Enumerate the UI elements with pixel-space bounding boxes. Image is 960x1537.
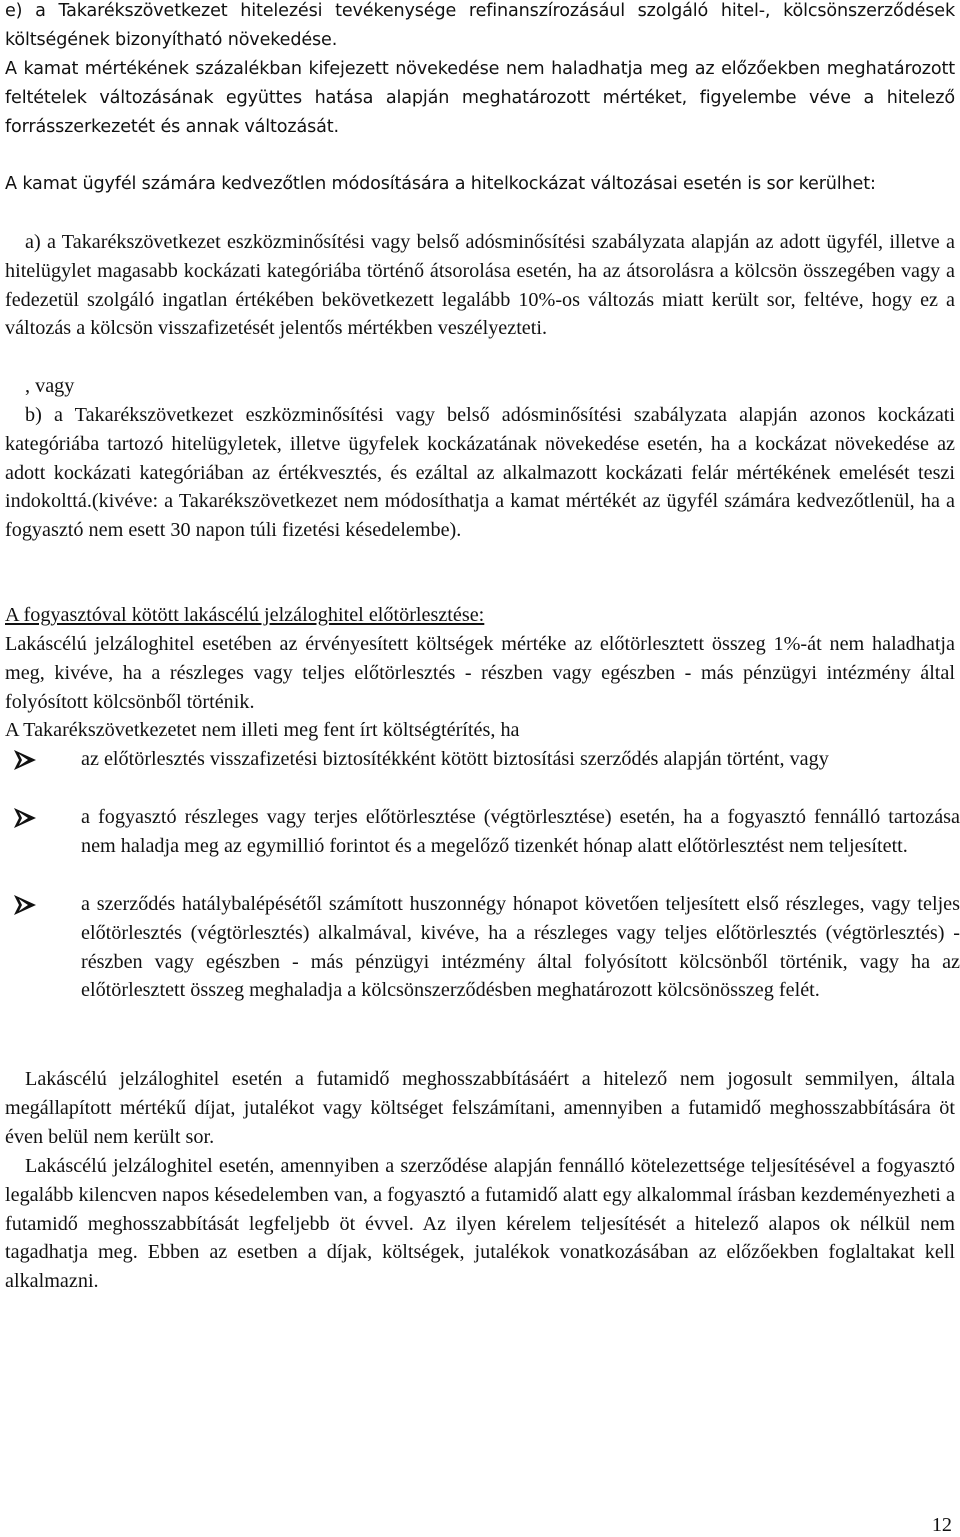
item-a-text: a) a Takarékszövetkezet eszközminősítési vagy belső adósminősítési szabályzata alapján az adott ügyfél, illetve a hitelügylet magasabb kockázati kategóriába történő átsorolása esetén, ha az átsorolásra a kölcsön összegében vagy a fedezetül szolgáló ingatlan értékében bekövetkezett legalább 10%-os változás miatt került sor, feltéve, hogy ez a változás a kölcsön visszafizetését jelentős mértékben veszélyezteti.: [5, 231, 955, 340]
list-item-text: a fogyasztó részleges vagy terjes előtörlesztése (végtörlesztése) esetén, ha a fogyasztó fennálló tartozása nem haladja meg az egymillió forintot és a megelőző tizenkét hónap alatt előtörlesztést nem teljesített.: [81, 806, 960, 857]
term-extension-request-paragraph: Lakáscélú jelzáloghitel esetén, amennyiben a szerződése alapján fennálló kötelezettsége teljesítésével a fogyasztó legalább kilencven napos késedelemben van, a fogyasztó a futamidő alatt egy alkalommal írásban kezdeményezheti a futamidő meghosszabbítását legfeljebb öt évvel. Az ilyen kérelem teljesítését a hitelező alapos ok nélkül nem tagadhatja meg. Ebben az esetben a díjak, költségek, jutalékok vonatkozásában az előzőekben foglaltakat kell alkalmazni.: [5, 1155, 955, 1293]
list-item-text: a szerződés hatálybalépésétől számított huszonnégy hónapot követően teljesített első részleges, vagy teljes előtörlesztés (végtörlesztés) alkalmával, kivéve, ha a részleges vagy teljes előtörlesztés (végtörlesztés) - részben vagy egészben - más pénzügyi intézmény által folyósított kölcsönből történik, vagy ha az előtörlesztett összeg meghaladja a kölcsönszerződésben meghatározott kölcsönösszeg felét.: [81, 893, 960, 1002]
prepayment-heading-text: A fogyasztóval kötött lakáscélú jelzáloghitel előtörlesztése:: [5, 604, 485, 626]
item-e-text: e) a Takarékszövetkezet hitelezési tevékenysége refinanszírozásául szolgáló hitel-, kölcsönszerződések költségének bizonyítható növekedése.: [5, 1, 955, 50]
risk-change-intro: A kamat ügyfél számára kedvezőtlen módosítására a hitelkockázat változásai esetén is sor kerülhet:: [5, 174, 876, 194]
prepayment-heading: [5, 601, 955, 630]
or-connector-text: , vagy: [25, 375, 75, 397]
list-item-text: az előtörlesztés visszafizetési biztosítékként kötött biztosítási szerződés alapján történt, vagy: [81, 748, 829, 770]
arrow-bullet-icon: [14, 808, 36, 828]
interest-increase-paragraph: A kamat mértékének százalékban kifejezett növekedése nem haladhatja meg az előzőekben meghatározott feltételek változásának együttes hatása alapján meghatározott mértéket, figyelembe véve a hitelező forrásszerkezetét és annak változását.: [5, 59, 955, 137]
item-b-text: b) a Takarékszövetkezet eszközminősítési vagy belső adósminősítési szabályzata alapján azonos kockázati kategóriába tartozó hitelügyletek, illetve ügyfelek kockázatának növekedése esetén, ha a kockázat növekedése az adott kockázati kategóriában az értékvesztés, és ezáltal az alkalmazott kockázati felár mértékének emelését teszi indokolttá.(kivéve: a Takarékszövetkezet nem módosíthatja a kamat mértékét az ügyfél számára kedvezőtlenül, ha a fogyasztó nem esett 30 napon túli fizetési késedelembe).: [5, 404, 955, 542]
term-extension-fee-paragraph: Lakáscélú jelzáloghitel esetén a futamidő meghosszabbításáért a hitelező nem jogosult semmilyen, általa megállapított mértékű díjat, jutalékot vagy költséget felszámítani, amennyiben a futamidő meghosszabbítására öt éven belül nem került sor.: [5, 1068, 955, 1148]
arrow-bullet-icon: [14, 895, 36, 915]
no-reimbursement-paragraph: A Takarékszövetkezetet nem illeti meg fent írt költségtérítés, ha: [5, 719, 520, 741]
prepayment-cost-paragraph: Lakáscélú jelzáloghitel esetében az érvényesített költségek mértéke az előtörlesztett összeg 1%-át nem haladhatja meg, kivéve, ha a részleges vagy teljes előtörlesztés - részben vagy egészben - más pénzügyi intézmény által folyósított kölcsönből történik.: [5, 633, 955, 713]
arrow-bullet-icon: [14, 750, 36, 770]
page-number: 12: [931, 1514, 952, 1536]
